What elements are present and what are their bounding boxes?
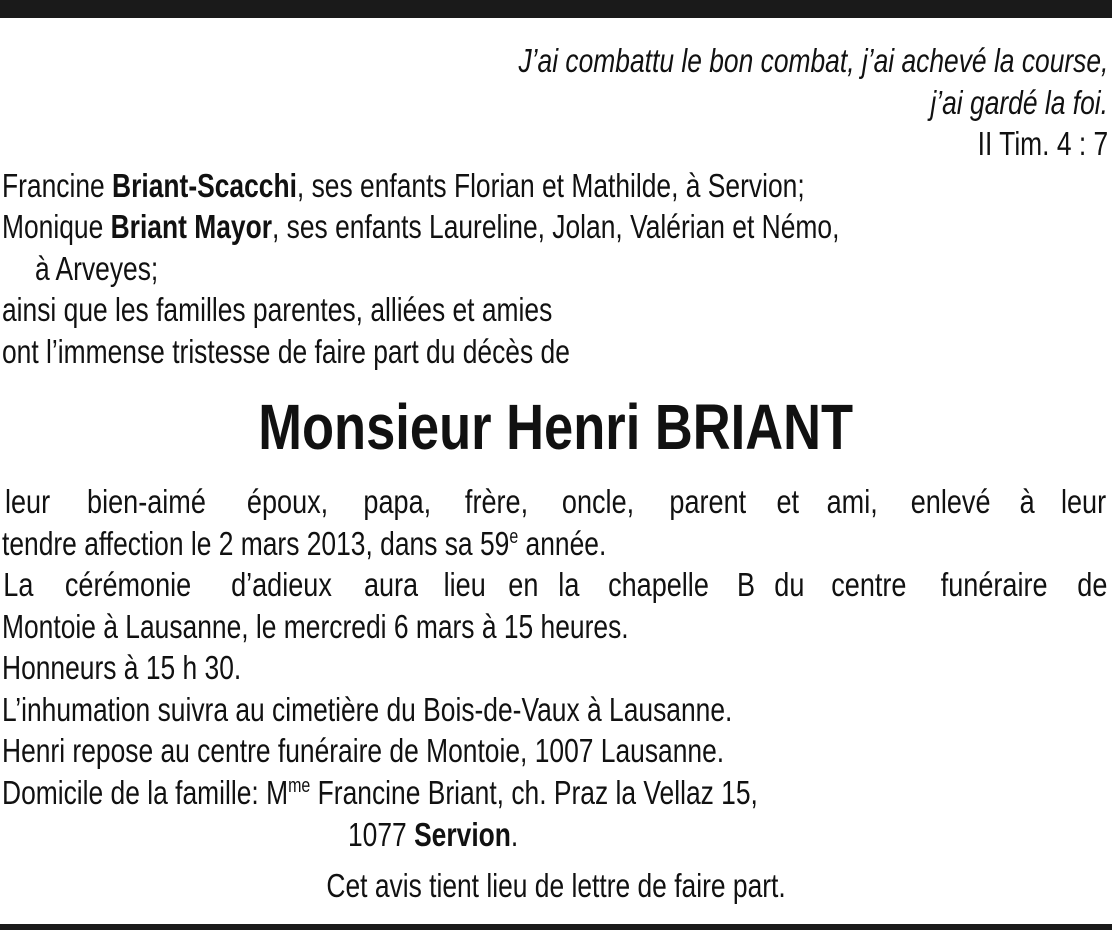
top-rule <box>0 0 1112 18</box>
line1-word: papa, <box>363 483 432 520</box>
line1-word: à <box>1020 483 1036 520</box>
line3-word: lieu <box>443 566 486 603</box>
line3-word: de <box>1077 566 1108 603</box>
family-line-4: ainsi que les familles parentes, alliées et amies <box>2 291 553 328</box>
line3-word: centre <box>831 566 907 603</box>
line3-word: d’adieux <box>231 566 333 603</box>
family-name-1: Briant-Scacchi <box>112 167 297 204</box>
line3-word: cérémonie <box>65 566 192 603</box>
line1-word: bien-aimé <box>87 483 207 520</box>
bottom-rule <box>0 924 1112 930</box>
line1-word: leur <box>4 483 51 520</box>
body-line-9: 1077 Servion. <box>348 816 519 853</box>
line3-word: en <box>508 566 539 603</box>
line3-word: La <box>3 566 34 603</box>
body-line-8: Domicile de la famille: $M^{me}$ Francine Briant, ch. Praz la Vellaz 15, <box>2 774 758 811</box>
family-line-1: Francine Briant-Scacchi, ses enfants Florian et Mathilde, à Servion; <box>2 167 805 204</box>
line3-word: chapelle <box>607 566 709 603</box>
body-line-2: tendre affection le 2 mars 2013, dans sa 59e année. <box>2 525 607 562</box>
line1-word: et <box>776 483 800 520</box>
body-line-1 <box>0 482 1111 522</box>
line1-word: parent <box>669 483 747 520</box>
line1-word: frère, <box>464 483 529 520</box>
epigraph-line-2: j’ai gardé la foi. <box>930 84 1108 121</box>
line1-word: enlevé <box>910 483 991 520</box>
family-line-2: Monique Briant Mayor, ses enfants Laureline, Jolan, Valérian et Némo, <box>2 208 840 245</box>
line1-word: oncle, <box>562 483 635 520</box>
line3-word: la <box>558 566 580 603</box>
line3-word: du <box>774 566 805 603</box>
body-line-6: L’inhumation suivra au cimetière du Bois-de-Vaux à Lausanne. <box>2 691 733 728</box>
line1-word: leur <box>1060 483 1106 520</box>
line3-word: B <box>736 566 755 603</box>
line3-word: funéraire <box>940 566 1048 603</box>
body-line-4: Montoie à Lausanne, le mercredi 6 mars à 15 heures. <box>2 608 629 645</box>
family-line-5: ont l’immense tristesse de faire part du décès de <box>2 333 570 370</box>
body-line-3 <box>0 565 1111 605</box>
body-line-5: Honneurs à 15 h 30. <box>2 649 242 686</box>
line1-word: ami, <box>826 483 878 520</box>
family-name-2: Briant Mayor <box>110 208 272 245</box>
family-line-3: à Arveyes; <box>35 250 159 287</box>
line3-word: aura <box>363 566 419 603</box>
epigraph-reference: II Tim. 4 : 7 <box>977 125 1108 162</box>
epigraph-line-1: J’ai combattu le bon combat, j’ai achevé la course, <box>518 42 1108 79</box>
body-servion: Servion <box>414 816 511 853</box>
body-line-7: Henri repose au centre funéraire de Montoie, 1007 Lausanne. <box>2 732 725 769</box>
deceased-name: Monsieur Henri BRIANT <box>258 391 854 463</box>
closing-note: Cet avis tient lieu de lettre de faire part. <box>326 867 786 904</box>
line1-word: époux, <box>247 483 329 520</box>
